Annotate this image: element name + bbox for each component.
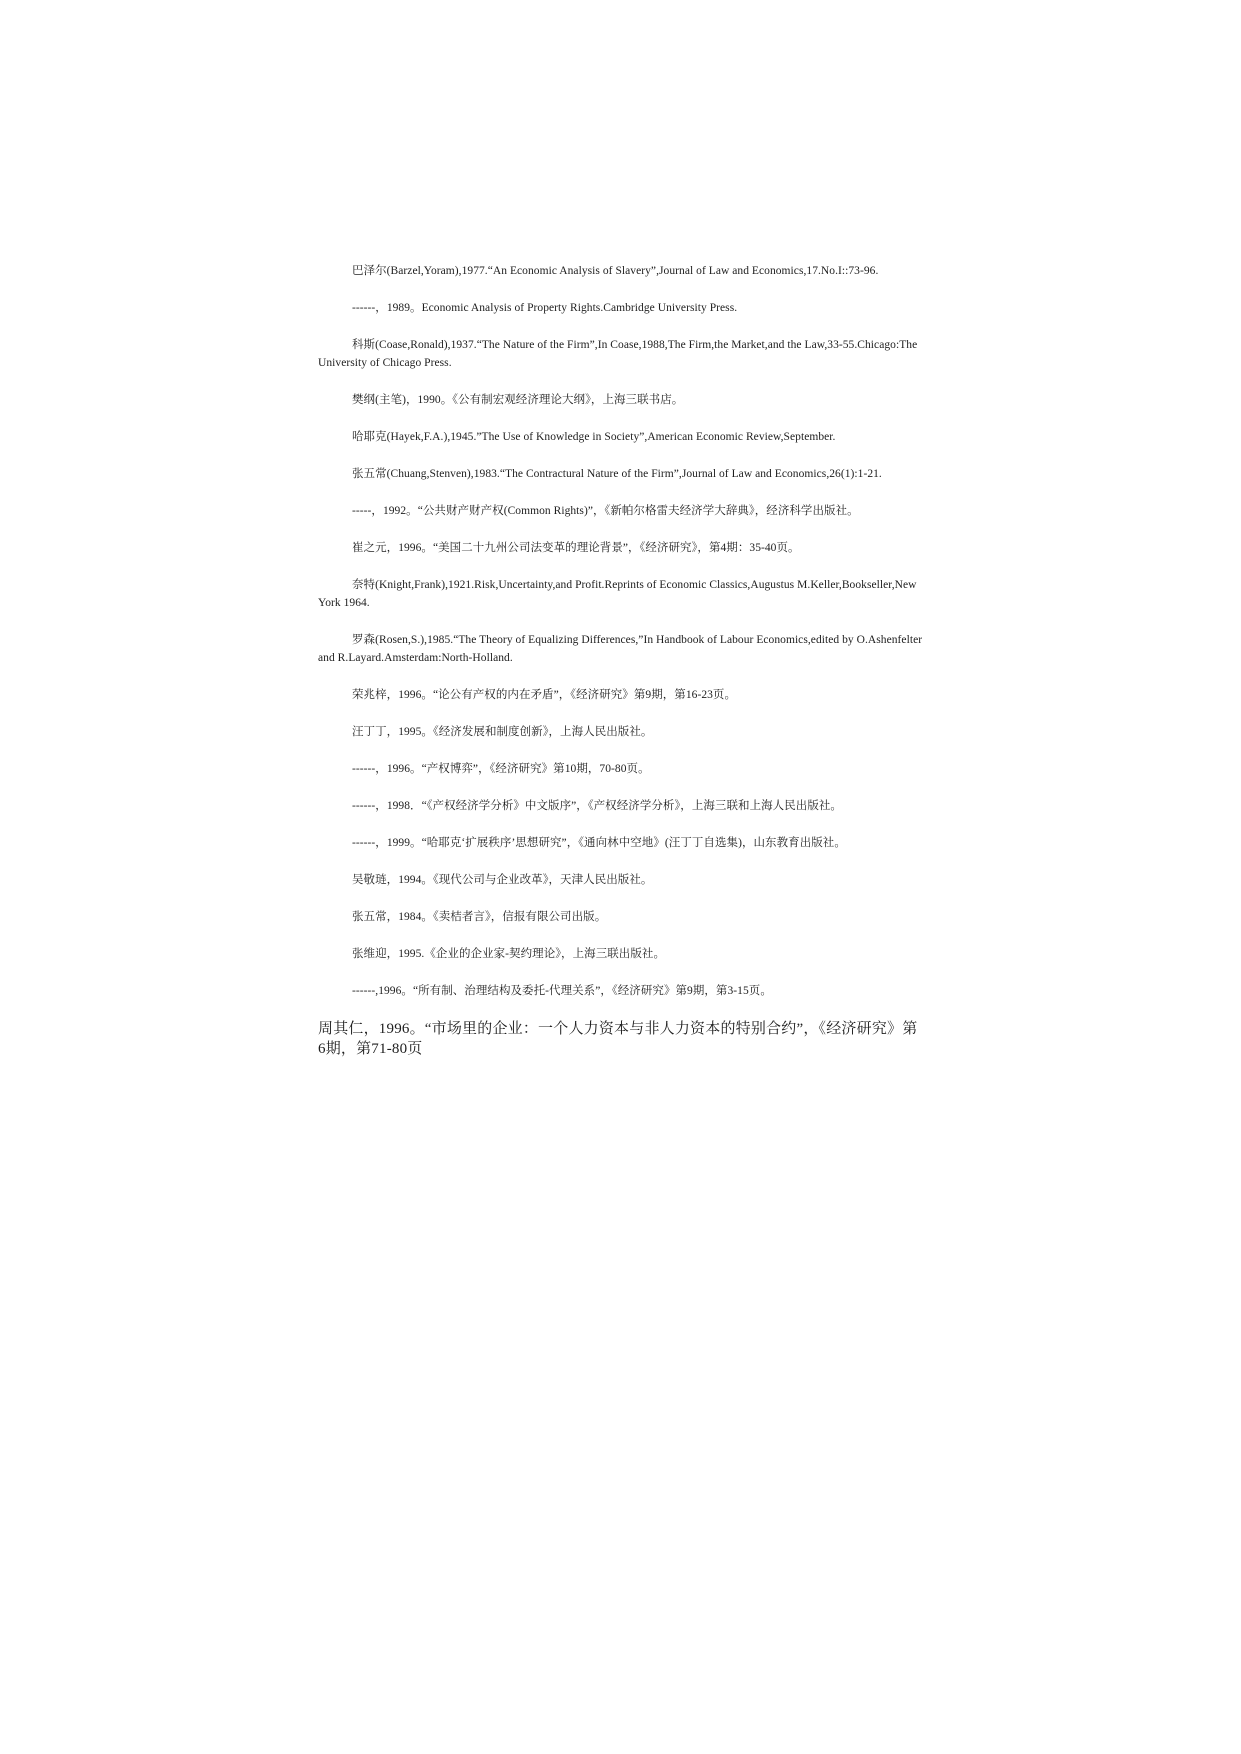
reference-entry: 吴敬琏，1994。《现代公司与企业改革》，天津人民出版社。 xyxy=(352,874,653,886)
reference-list xyxy=(318,262,924,1078)
reference-entry: 奈特(Knight,Frank),1921.Risk,Uncertainty,and Profit.Reprints of Economic Classics,Augustus M.Keller,Bookseller,New York 1964. xyxy=(318,579,917,609)
reference-entry: 樊纲(主笔)，1990。《公有制宏观经济理论大纲》，上海三联书店。 xyxy=(352,394,684,406)
reference-entry: ------，1998．“《产权经济学分析》中文版序”，《产权经济学分析》，上海三联和上海人民出版社。 xyxy=(352,800,842,812)
reference-entry: 荣兆梓，1996。“论公有产权的内在矛盾”，《经济研究》第9期，第16-23页。 xyxy=(352,689,737,701)
reference-entry: 汪丁丁，1995。《经济发展和制度创新》，上海人民出版社。 xyxy=(352,726,653,738)
reference-entry: 张维迎，1995.《企业的企业家-契约理论》，上海三联出版社。 xyxy=(352,948,666,960)
reference-entry: 科斯(Coase,Ronald),1937.“The Nature of the Firm”,In Coase,1988,The Firm,the Market,and the Law,33-55.Chicago:The University of Chicago Press. xyxy=(318,339,918,369)
reference-entry: 哈耶克(Hayek,F.A.),1945.”The Use of Knowledge in Society”,American Economic Review,September. xyxy=(352,431,836,443)
reference-entry: 崔之元，1996。“美国二十九州公司法变革的理论背景”，《经济研究》，第4期：35-40页。 xyxy=(352,542,800,554)
reference-entry: 罗森(Rosen,S.),1985.“The Theory of Equalizing Differences,”In Handbook of Labour Economics,edited by O.Ashenfelter and R.Layard.Amsterdam:North-Holland. xyxy=(318,634,923,664)
reference-entry-final: 周其仁，1996。“市场里的企业：一个人力资本与非人力资本的特别合约”，《经济研究》第6期，第71-80页 xyxy=(318,1021,918,1057)
reference-entry: 张五常，1984。《卖桔者言》，信报有限公司出版。 xyxy=(352,911,607,923)
reference-entry: 张五常(Chuang,Stenven),1983.“The Contractural Nature of the Firm”,Journal of Law and Economics,26(1):1-21. xyxy=(352,468,882,480)
reference-entry: ------，1996。“产权博弈”，《经济研究》第10期，70-80页。 xyxy=(352,763,650,775)
reference-entry: 巴泽尔(Barzel,Yoram),1977.“An Economic Analysis of Slavery”,Journal of Law and Economics,17.No.I::73-96. xyxy=(352,265,879,277)
reference-entry: ------，1989。Economic Analysis of Property Rights.Cambridge University Press. xyxy=(352,302,738,314)
reference-entry: ------，1999。“哈耶克‘扩展秩序’思想研究”，《通向林中空地》(汪丁丁自选集)，山东教育出版社。 xyxy=(352,837,846,849)
reference-entry: -----，1992。“公共财产财产权(Common Rights)”，《新帕尔格雷夫经济学大辞典》，经济科学出版社。 xyxy=(352,505,859,517)
reference-entry: ------,1996。“所有制、治理结构及委托-代理关系”，《经济研究》第9期，第3-15页。 xyxy=(352,985,772,997)
